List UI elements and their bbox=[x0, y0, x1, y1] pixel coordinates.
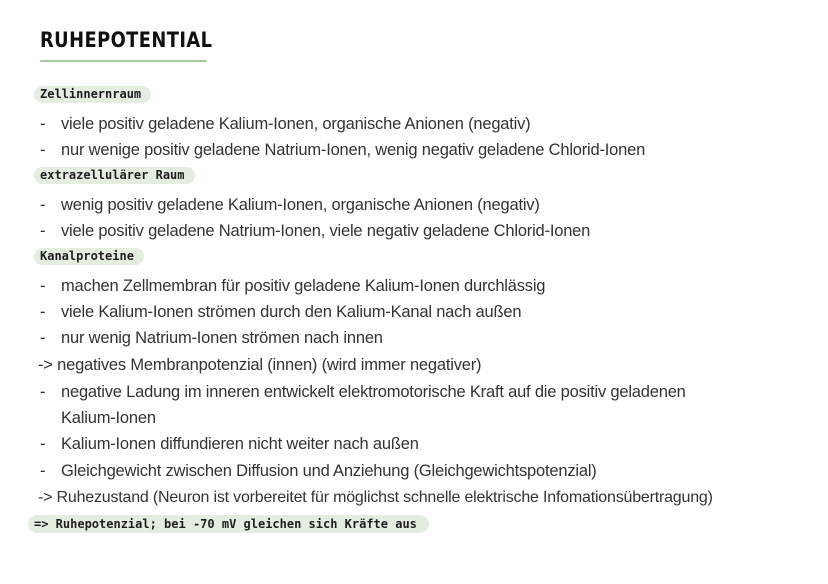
list-item bbox=[0, 195, 828, 215]
list-item bbox=[0, 302, 828, 322]
list-item bbox=[0, 434, 828, 454]
list-item-text: wenig positiv geladene Kalium-Ionen, organische Anionen (negativ) bbox=[61, 196, 540, 214]
list-item-text: nur wenige positiv geladene Natrium-Ionen, wenig negativ geladene Chlorid-Ionen bbox=[61, 141, 646, 159]
list-item bbox=[0, 461, 828, 481]
bullet-dash: - bbox=[40, 196, 46, 214]
list-item bbox=[0, 382, 828, 402]
list-item-text: Gleichgewicht zwischen Diffusion und Anziehung (Gleichgewichtspotenzial) bbox=[61, 462, 597, 480]
list-item-text: viele positiv geladene Natrium-Ionen, viele negativ geladene Chlorid-Ionen bbox=[61, 222, 591, 240]
list-item bbox=[0, 328, 828, 348]
list-item-text: Kalium-Ionen diffundieren nicht weiter nach außen bbox=[61, 435, 419, 453]
bullet-dash: - bbox=[40, 329, 46, 347]
list-item bbox=[0, 114, 828, 134]
bullet-dash: - bbox=[40, 303, 46, 321]
bullet-dash: - bbox=[40, 222, 46, 240]
list-item bbox=[0, 221, 828, 241]
title-underline bbox=[40, 60, 207, 62]
list-item-continuation: Kalium-Ionen bbox=[61, 409, 156, 427]
section-heading-extrazellulaerer-raum: extrazellulärer Raum bbox=[34, 167, 195, 184]
page-title: RUHEPOTENTIAL bbox=[40, 28, 213, 52]
list-item bbox=[0, 140, 828, 160]
bullet-dash: - bbox=[40, 277, 46, 295]
bullet-dash: - bbox=[40, 141, 46, 159]
list-item-text: viele Kalium-Ionen strömen durch den Kalium-Kanal nach außen bbox=[61, 303, 522, 321]
bullet-dash: - bbox=[40, 435, 46, 453]
list-item-text: negative Ladung im inneren entwickelt elektromotorische Kraft auf die positiv geladenen bbox=[61, 383, 686, 401]
list-item bbox=[0, 276, 828, 296]
section-heading-zellinnernraum: Zellinnernraum bbox=[34, 86, 151, 103]
bullet-dash: - bbox=[40, 462, 46, 480]
summary-highlight: => Ruhepotenzial; bei -70 mV gleichen sich Kräfte aus bbox=[28, 515, 429, 533]
list-item-text: machen Zellmembran für positiv geladene Kalium-Ionen durchlässig bbox=[61, 277, 546, 295]
bullet-dash: - bbox=[40, 383, 46, 401]
list-item-text: viele positiv geladene Kalium-Ionen, organische Anionen (negativ) bbox=[61, 115, 531, 133]
bullet-dash: - bbox=[40, 115, 46, 133]
conclusion-line: -> negatives Membranpotenzial (innen) (wird immer negativer) bbox=[38, 356, 482, 374]
section-heading-kanalproteine: Kanalproteine bbox=[34, 248, 144, 265]
conclusion-line: -> Ruhezustand (Neuron ist vorbereitet für möglichst schnelle elektrische Infomationsübertragung) bbox=[38, 489, 713, 506]
list-item-text: nur wenig Natrium-Ionen strömen nach innen bbox=[61, 329, 383, 347]
